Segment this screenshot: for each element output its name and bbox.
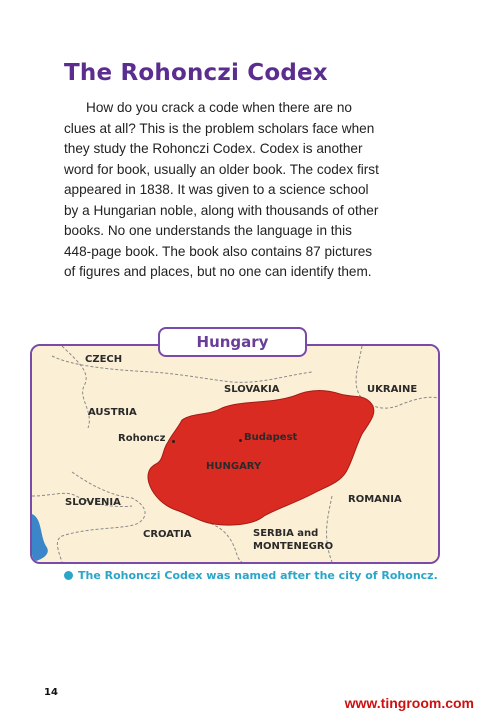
paragraph-line: appeared in 1838. It was given to a science school [64, 182, 369, 197]
map-caption [64, 569, 438, 582]
paragraph-line: clues at all? This is the problem scholars face when [64, 120, 375, 136]
label-ukraine: UKRAINE [367, 384, 418, 395]
body-paragraph [64, 98, 410, 283]
label-montenegro: MONTENEGRO [253, 541, 334, 552]
paragraph-line: they study the Rohonczi Codex. Codex is another [64, 141, 363, 156]
label-serbia: SERBIA and [253, 528, 319, 539]
watermark: www.tingroom.com [344, 695, 474, 711]
map-graphic [32, 346, 438, 562]
paragraph-line: How do you crack a code when there are no [86, 100, 352, 115]
paragraph-line: 448-page book. The book also contains 87 pictures [64, 243, 373, 259]
label-czech: CZECH [85, 354, 123, 365]
map-title: Hungary [196, 333, 269, 351]
caption-bullet-icon [64, 571, 73, 580]
label-slovenia: SLOVENIA [65, 497, 121, 508]
rohoncz-marker [172, 440, 175, 443]
label-croatia: CROATIA [143, 529, 192, 540]
map-title-tab [158, 327, 307, 357]
label-austria: AUSTRIA [88, 407, 137, 418]
label-romania: ROMANIA [348, 494, 402, 505]
label-hungary: HUNGARY [206, 461, 262, 472]
paragraph-line: by a Hungarian noble, along with thousands of other [64, 202, 379, 218]
page-number: 14 [44, 687, 58, 698]
hungary-map [30, 344, 440, 564]
paragraph-line: of figures and places, but no one can identify them. [64, 264, 372, 279]
label-budapest: Budapest [244, 432, 298, 443]
caption-text: The Rohonczi Codex was named after the city of Rohoncz. [78, 569, 438, 582]
budapest-marker [239, 439, 242, 442]
page-title: The Rohonczi Codex [64, 60, 328, 86]
label-slovakia: SLOVAKIA [224, 384, 280, 395]
label-rohoncz: Rohoncz [118, 433, 166, 444]
paragraph-line: books. No one understands the language in this [64, 223, 352, 238]
paragraph-line: word for book, usually an older book. The codex first [64, 161, 379, 177]
